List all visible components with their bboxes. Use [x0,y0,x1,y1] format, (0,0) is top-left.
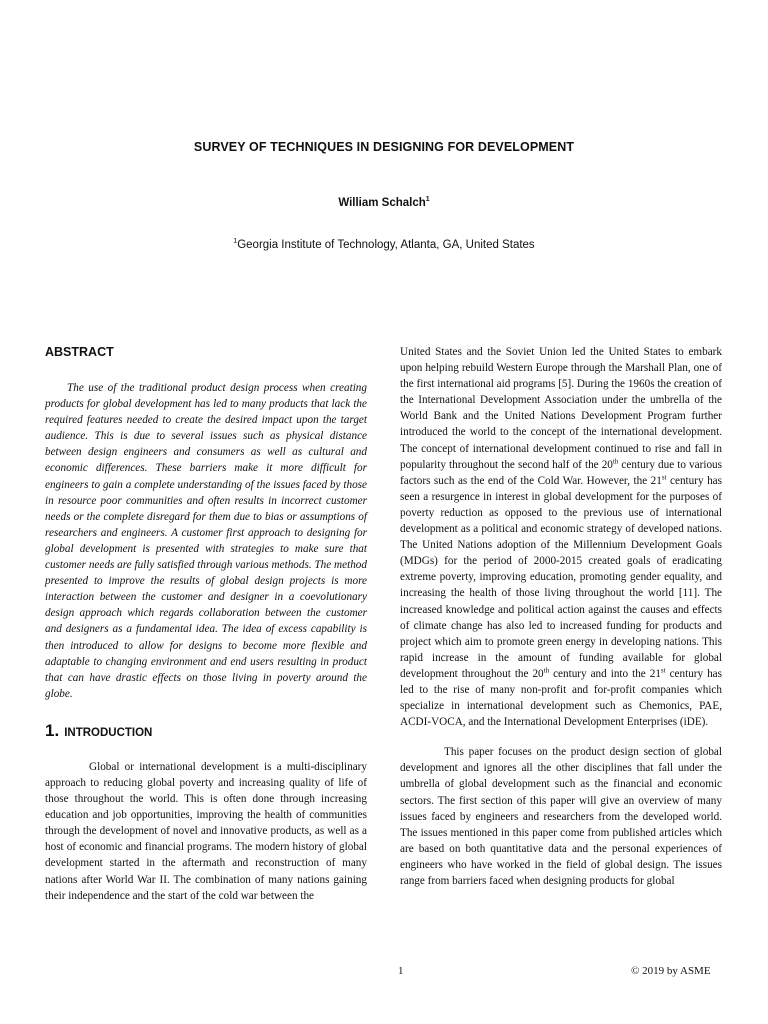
introduction-heading [45,720,367,749]
superscript: st [661,473,667,482]
right-paragraph-1 [400,344,722,730]
paper-title: SURVEY OF TECHNIQUES IN DESIGNING FOR DEVELOPMENT [193,140,575,154]
author-affiliation-marker: 1 [425,196,430,204]
text-run: century due to various factors such as the end of the Cold War. However, the 21 [400,458,722,487]
text-run: United States and the Soviet Union led the United States to embark upon helping rebuild Western Europe through the Marshall Plan, one of the first international aid programs [5]. During the 1960s the creation of the International Development Association under the umbrella of the World Bank and the United Nations Development Program further introduced the world to the concept of the international development. The concept of international development continued to rise and fall in popularity throughout the second half of the 20 [400,346,722,471]
section-number: 1. [45,720,60,740]
abstract-heading: ABSTRACT [45,345,114,359]
superscript: th [543,666,550,675]
right-paragraph-2: This paper focuses on the product design section of global development and ignores all the other disciplines that fall under the umbrella of global development such as the financial and economic sectors. The first section of this paper will give an overview of many issues faced by engineers and researchers from the developed world. The issues mentioned in this paper come from published articles which are based on both quantitative data and the personal experiences of engineers who have worked in the field of global design. The issues range from barriers faced when designing products for global [400,746,722,887]
affiliation-text: Georgia Institute of Technology, Atlanta, GA, United States [237,239,535,251]
left-column [45,344,367,904]
superscript: st [660,666,666,675]
section-title: INTRODUCTION [64,726,153,739]
page-number: 1 [398,965,404,977]
affiliation-marker: 1 [233,238,238,246]
text-run: century and into the 21 [549,667,661,680]
affiliation-line [0,239,768,251]
superscript: th [612,456,619,465]
author-name: William Schalch [338,197,426,209]
text-run: century has led to the rise of many non-profit and for-profit companies which specialize in international development such as Chemonics, PAE, ACDI-VOCA, and the International Development Enterprises (iDE). [400,667,722,729]
text-run: century has seen a resurgence in interest in global development for the purposes of poverty reduction as opposed to the previous use of international development as a political and economic strategy of developed nations. The United Nations adoption of the Millennium Development Goals (MDGs) for the period of 2000-2015 created goals of eradicating extreme poverty, improving education, promoting gender equality, and increasing the health of those living throughout the world [11]. The increased knowledge and political action against the causes and effects of climate change has also led to increased funding for products and project which aim to promote green energy in developing nations. This rapid increase in the amount of funding available for global development throughout the 20 [400,474,722,680]
introduction-paragraph-1: Global or international development is a multi-disciplinary approach to reducing global poverty and increasing quality of life of those throughout the world. This is often done through increasing education and job opportunities, improving the health of communities through the development of novel and innovative products, as well as a host of economic and financial programs. The modern history of global development started in the aftermath and reconstruction of many nations after World War II. The combination of many nations gaining their independence and the start of the cold war between the [45,760,367,902]
author-line [0,197,768,209]
copyright-notice: © 2019 by ASME [631,965,711,977]
right-column [400,344,722,889]
abstract-text: The use of the traditional product design process when creating products for global development has led to many products that lack the required features needed to create the desired impact upon the target audience. This is due to several issues such as physical distance between design engineers and consumers as well as cultural and economic differences. These barriers make it more difficult for engineers to gain a complete understanding of the issues faced by those in resource poor communities and often results in incorrect customer needs or the complete disregard for them due to bias or assumptions of researchers and engineers. A customer first approach to designing for global development is presented with strategies to make sure that customer needs are fully satisfied through various methods. The method presented to improve the results of global design projects is more interaction between the customer and designer in a coevolutionary design approach which regards collaboration between the customer and designers as a fundamental idea. The idea of excess capability is then introduced to allow for designs to become more flexible and adaptable to changing environment and end users resulting in product that can have drastic effects on those living in poverty around the globe. [45,382,367,700]
